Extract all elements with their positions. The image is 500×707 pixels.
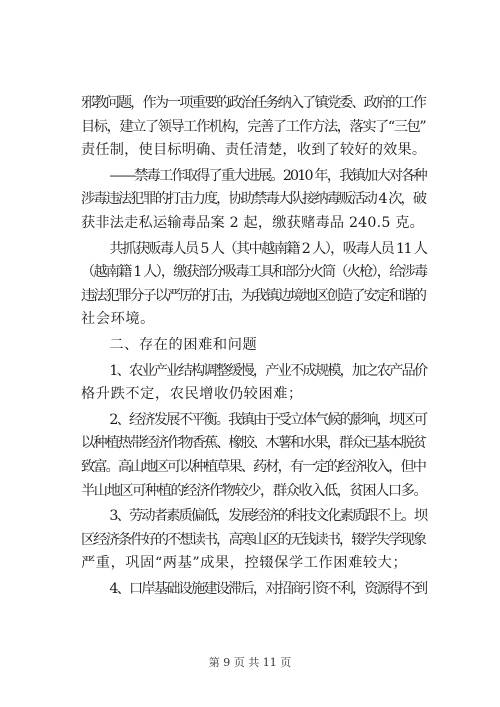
text-line: 获非法走私运输毒品案 2 起，缴获赌毒品 240.5 克。 xyxy=(81,214,425,231)
text-line: 二、存在的困难和问题 xyxy=(109,336,258,353)
text-line: 涉毒违法犯罪的打击力度，协助禁毒大队接纳毒贩活动 4 次，破 xyxy=(81,191,426,208)
paragraph-6 xyxy=(81,409,426,503)
text-line: 严重，巩固“两基”成果，控辍保学工作困难较大； xyxy=(81,555,408,572)
text-line: 区经济条件好的不想读书，高寒山区的无钱读书，辍学失学现象 xyxy=(81,531,426,548)
text-line: 半山地区可种植的经济作物较少，群众收入低，贫困人口多。 xyxy=(81,482,427,499)
text-line: 4、口岸基础设施建设滞后，对招商引资不利，资源得不到 xyxy=(109,580,427,597)
text-line: 2、经济发展不平衡。我镇由于受立体气候的影响，坝区可 xyxy=(109,411,427,428)
text-line: 1、农业产业结构调整缓慢，产业不成规模，加之农产品价 xyxy=(109,362,427,379)
section-heading xyxy=(81,334,426,358)
text-line: 3、劳动者素质偏低，发展经济的科技文化素质跟不上。坝 xyxy=(109,508,427,525)
text-line: 邪教问题，作为一项重要的政治任务纳入了镇党委、政府的工作 xyxy=(81,95,426,111)
text-line: （越南籍 1 人），缴获部分吸毒工具和部分火筒（火枪），给涉毒 xyxy=(81,264,427,281)
document-body xyxy=(81,92,426,603)
text-line: ——禁毒工作取得了重大进展。2010 年，我镇加大对各种 xyxy=(109,167,426,184)
paragraph-3 xyxy=(81,238,426,332)
text-line: 违法犯罪分子以严厉的打击，为我镇边境地区创造了安定和谐的 xyxy=(81,287,426,304)
text-line: 以种植热带经济作物香蕉、橡胶、木薯和水果，群众已基本脱贫 xyxy=(81,435,426,452)
page-footer: 第 9 页 共 11 页 xyxy=(208,656,292,669)
text-line: 格升跌不定，农民增收仍较困难； xyxy=(81,386,303,403)
paragraph-7 xyxy=(81,505,426,576)
paragraph-8 xyxy=(81,578,426,602)
paragraph-5 xyxy=(81,360,426,407)
text-line: 责任制，使目标明确、责任清楚，收到了较好的效果。 xyxy=(81,142,427,159)
text-line: 共抓获贩毒人员 5 人（其中越南籍 2 人），吸毒人员 11 人 xyxy=(109,240,427,257)
paragraph-1 xyxy=(81,92,426,163)
text-line: 致富。高山地区可以种植草果、药材，有一定的经济收入，但中 xyxy=(81,458,426,475)
text-line: 目标，建立了领导工作机构，完善了工作方法，落实了“三包” xyxy=(81,118,426,135)
paragraph-2 xyxy=(81,165,426,236)
text-line: 社会环境。 xyxy=(81,311,155,328)
